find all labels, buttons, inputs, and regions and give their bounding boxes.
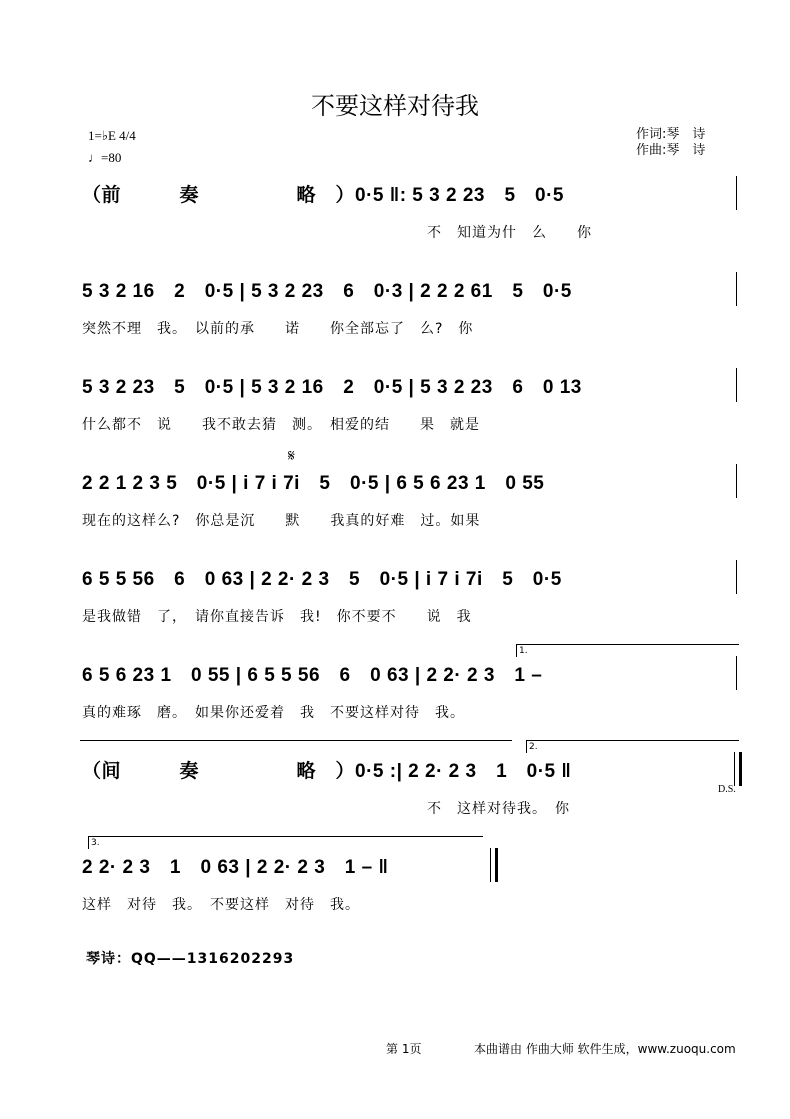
bar-line [736,560,737,594]
score-line-6 [82,646,740,750]
notes-line-1: （前 奏 略 ）0·5 ‖: 5 3 2 23 5 0·5 [82,185,564,206]
page-number: 第 1页 [386,1042,422,1056]
notes-line-6: 6 5 6 23 1 0 55 | 6 5 5 56 6 0 63 | 2 2· 2 3 1 – [82,665,543,686]
notes-line-2: 5 3 2 16 2 0·5 | 5 3 2 23 6 0·3 | 2 2 2 61 5 0·5 [82,281,572,302]
ds-marking: D.S. [718,784,736,795]
lyrics-line-2: 突然不理 我。 以前的承 诺 你全部忘了 么? 你 [82,321,474,337]
generator-credit: 本曲谱由 作曲大师 软件生成，www.zuoqu.com [474,1042,736,1056]
score-line-8 [82,838,740,942]
notes-line-8: 2 2· 2 3 1 0 63 | 2 2· 2 3 1 – ‖ [82,857,389,878]
score-line-4 [82,446,740,558]
score-line-7 [82,742,740,846]
notes-line-3: 5 3 2 23 5 0·5 | 5 3 2 16 2 0·5 | 5 3 2 23 6 0 13 [82,377,582,398]
lyrics-line-1: 不 知道为什 么 你 [82,225,592,241]
score-line-1 [82,180,740,270]
bar-line [736,656,737,690]
notes-line-4: 2 2 1 2 3 5 0·5 | i 7 i 7i 5 0·5 | 6 5 6 23 1 0 55 [82,473,545,494]
credits [636,127,705,159]
lyrics-line-7: 不 这样对待我。 你 [82,801,570,817]
composer-credit: 作曲:琴 诗 [636,143,706,158]
score-line-2 [82,276,740,366]
lyricist-credit: 作词:琴 诗 [636,127,706,142]
bar-line [736,272,737,306]
author-contact: 琴诗：QQ——1316202293 [86,951,295,967]
score-line-5 [82,564,740,654]
bar-line [736,368,737,402]
lyrics-line-8: 这样 对待 我。 不要这样 对待 我。 [82,897,360,913]
tempo-marking: ♩=80 [88,150,122,165]
score-line-3 [82,372,740,462]
segno-icon: 𝄋 [288,446,295,465]
final-bar-line [734,752,742,786]
bar-line [736,464,737,498]
volta-3: 3. [88,836,483,849]
bar-line [736,176,737,210]
volta-1-continuation [80,740,512,753]
notes-line-7: （间 奏 略 ）0·5 :| 2 2· 2 3 1 0·5 ‖ [82,761,572,782]
lyrics-line-3: 什么都不 说 我不敢去猜 测。 相爱的结 果 就是 [82,417,480,433]
end-bar-line [490,848,498,882]
lyrics-line-6: 真的难琢 磨。 如果你还爱着 我 不要这样对待 我。 [82,705,465,721]
volta-1: 1. [516,644,739,657]
key-signature: 1=♭E 4/4 [88,128,136,143]
lyrics-line-4: 现在的这样么? 你总是沉 默 我真的好难 过。如果 [82,513,481,529]
volta-2: 2. [526,740,739,753]
notes-line-5: 6 5 5 56 6 0 63 | 2 2· 2 3 5 0·5 | i 7 i 7i 5 0·5 [82,569,562,590]
lyrics-line-5: 是我做错 了， 请你直接告诉 我! 你不要不 说 我 [82,609,472,625]
page-title: 不要这样对待我 [311,92,479,120]
